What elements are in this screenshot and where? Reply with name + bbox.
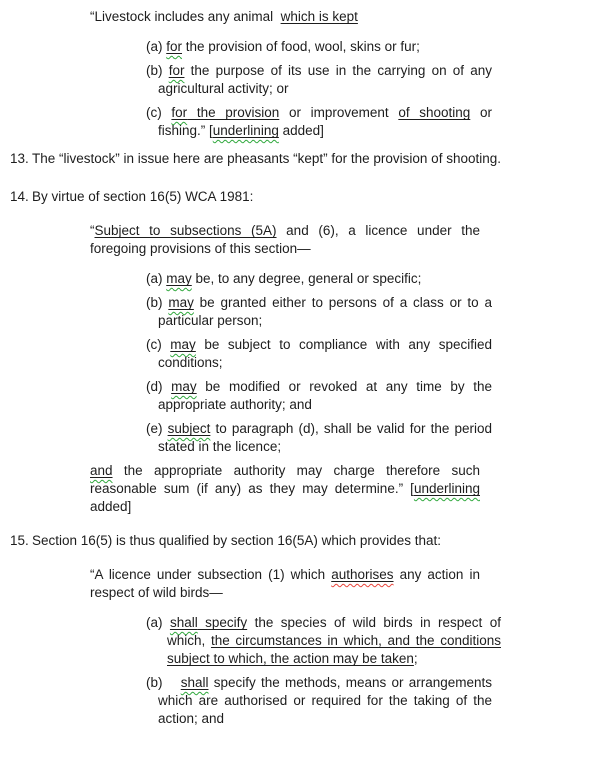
grammar-squiggle: may — [166, 271, 192, 286]
text-segment — [213, 123, 279, 138]
text-segment: By virtue of section 16(5) WCA 1981: — [32, 189, 254, 204]
text-segment: be, to any degree, general or specific; — [191, 271, 422, 286]
text-segment: any action in respect of wild birds— — [90, 567, 480, 600]
document-content — [0, 8, 604, 728]
text-segment — [168, 295, 194, 310]
grammar-squiggle: subject — [167, 421, 211, 436]
list-item — [146, 294, 492, 330]
text-segment: specify the methods, means or arrangements which are authorised or required for the taking of the action; and — [158, 675, 493, 726]
paragraph-number: 14. — [10, 189, 29, 204]
text-segment: the provision — [187, 105, 280, 120]
text-segment — [169, 63, 185, 78]
list-item — [146, 270, 492, 288]
text-segment: “ — [90, 223, 95, 238]
text-segment — [181, 675, 209, 690]
list-marker: (a) — [146, 271, 167, 286]
grammar-squiggle: shall — [180, 675, 209, 690]
text-segment: Subject to subsections (5A) — [94, 223, 277, 238]
list-item — [146, 104, 492, 140]
list-marker: (b) — [146, 675, 168, 690]
list-marker: (c) — [146, 337, 171, 352]
list-item — [146, 378, 492, 414]
text-segment: the appropriate authority may charge therefore such reasonable sum (if any) as they may determine.” [ — [90, 463, 480, 496]
text-segment — [331, 567, 393, 582]
text-segment — [171, 379, 197, 394]
list-marker: (b) — [146, 295, 169, 310]
text-segment: Section 16(5) is thus qualified by section 16(5A) which provides that: — [32, 533, 441, 548]
text-segment — [168, 421, 211, 436]
grammar-squiggle: for — [166, 39, 183, 54]
numbered-paragraph — [10, 146, 585, 172]
paragraph-text — [32, 528, 585, 554]
paragraph-number: 13. — [10, 151, 29, 166]
text-segment — [90, 463, 113, 478]
list-marker: (b) — [146, 63, 169, 78]
list-marker: (a) — [146, 39, 167, 54]
text-segment: added] — [278, 123, 324, 138]
list-item — [146, 674, 492, 728]
grammar-squiggle: underlining — [413, 481, 480, 496]
list-item — [146, 336, 492, 372]
quote-paragraph — [90, 566, 480, 602]
grammar-squiggle: may — [171, 379, 197, 394]
list-marker: (a) — [146, 615, 170, 630]
numbered-paragraph — [10, 184, 585, 210]
list-marker: (e) — [146, 421, 168, 436]
text-segment: The “livestock” in issue here are pheasants “kept” for the provision of shooting. — [32, 151, 501, 166]
quote-paragraph — [90, 222, 480, 258]
paragraph-number: 15. — [10, 533, 29, 548]
grammar-squiggle: for — [171, 105, 188, 120]
grammar-squiggle: and — [90, 463, 113, 478]
grammar-squiggle: may — [168, 295, 194, 310]
text-segment: “Livestock includes any animal — [90, 9, 281, 24]
text-segment: be subject to compliance with any specified conditions; — [158, 337, 492, 370]
text-segment — [166, 271, 192, 286]
text-segment: ; — [413, 651, 418, 666]
numbered-paragraph — [10, 528, 585, 554]
text-segment: or fishing.” [ — [158, 105, 492, 138]
list-item — [146, 420, 492, 456]
text-segment — [166, 39, 182, 54]
text-segment: specify — [197, 615, 248, 630]
quote-paragraph — [90, 8, 480, 26]
text-segment: which is kept — [280, 9, 358, 24]
spelling-squiggle: authorises — [331, 567, 394, 582]
text-segment — [414, 481, 480, 496]
text-segment: the provision of food, wool, skins or fur; — [182, 39, 420, 54]
text-segment: to paragraph (d), shall be valid for the period stated in the licence; — [158, 421, 492, 454]
quote-paragraph — [90, 462, 480, 516]
grammar-squiggle: underlining — [212, 123, 279, 138]
text-segment — [170, 337, 196, 352]
text-segment: “A licence under subsection (1) which — [90, 567, 332, 582]
text-segment: be modified or revoked at any time by the appropriate authority; and — [158, 379, 493, 412]
text-segment — [171, 105, 187, 120]
list-marker: (c) — [146, 105, 172, 120]
list-item — [146, 62, 492, 98]
text-segment: the purpose of its use in the carrying on of any agricultural activity; or — [158, 63, 493, 96]
grammar-squiggle: may — [170, 337, 196, 352]
text-segment — [170, 615, 198, 630]
text-segment: added] — [90, 499, 132, 514]
grammar-squiggle: for — [168, 63, 185, 78]
list-item — [146, 38, 492, 56]
text-segment: or improvement — [279, 105, 399, 120]
paragraph-text — [32, 184, 585, 210]
grammar-squiggle: shall — [169, 615, 198, 630]
text-segment: the species of wild birds in respect of which, — [167, 615, 501, 648]
text-segment: the circumstances in which, and the conditions subject to which, the action may be taken — [167, 633, 501, 666]
list-marker: (d) — [146, 379, 172, 394]
text-segment: and (6), a licence under the foregoing provisions of this section— — [90, 223, 480, 256]
text-segment: be granted either to persons of a class or to a particular person; — [158, 295, 493, 328]
list-item — [146, 614, 501, 668]
text-segment: of shooting — [398, 105, 471, 120]
paragraph-text — [32, 146, 585, 172]
